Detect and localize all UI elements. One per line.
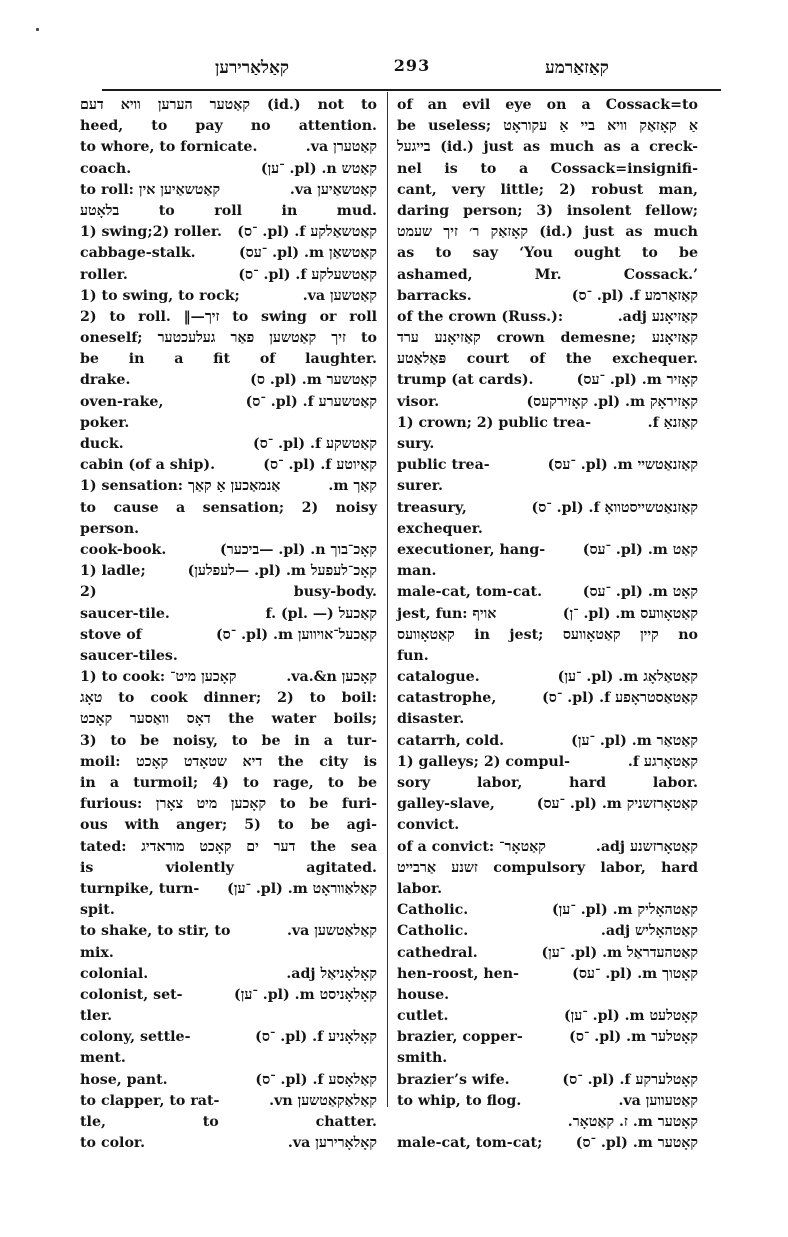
entry-text: in a turmoil; 4) to rage, to be	[80, 775, 377, 791]
entry-headword: קאַטערן va.	[305, 139, 377, 156]
entry-headword: קאָכ־בוך n. (pl. —ביכער)	[220, 541, 377, 558]
entry-definition: 1) ladle;	[80, 563, 146, 580]
dictionary-line	[80, 243, 377, 264]
entry-text: convict.	[397, 817, 460, 834]
dictionary-line	[397, 307, 698, 328]
entry-definition: Catholic.	[397, 902, 469, 919]
entry-headword: קאַיוטע f. (pl. ־ס)	[263, 457, 377, 474]
dictionary-line	[397, 688, 698, 709]
dictionary-line	[80, 265, 377, 286]
entry-text: ous with anger; 5) to be agi-	[80, 817, 377, 834]
entry-text: as to say ‘You ought to be	[397, 245, 698, 262]
right-guide-word: קאַזאַרמע	[545, 58, 609, 78]
entry-definition: roller.	[80, 266, 128, 283]
dictionary-line	[397, 731, 698, 752]
dictionary-line	[397, 180, 698, 201]
entry-text: ashamed, Mr. Cossack.’	[397, 266, 698, 283]
entry-definition: 1) galleys; 2) compul-	[397, 753, 571, 770]
dictionary-line	[80, 879, 377, 900]
dictionary-line	[397, 286, 698, 307]
entry-headword: קאָטלעט m. (pl. ־ען)	[563, 1008, 698, 1025]
dictionary-line	[80, 286, 377, 307]
entry-headword: קאָכען va.&n.	[286, 669, 377, 686]
dictionary-line	[397, 879, 698, 900]
dictionary-line	[80, 985, 377, 1006]
dictionary-line	[397, 413, 698, 434]
dictionary-line	[397, 604, 698, 625]
entry-definition: saucer-tile.	[80, 605, 170, 622]
entry-text: nel is to a Cossack=insignifi-	[397, 160, 698, 177]
entry-headword: קאַזנאַטשיי m. (pl. ־עס)	[547, 457, 698, 474]
dictionary-line	[80, 1027, 377, 1048]
print-speck	[36, 28, 39, 31]
dictionary-line	[80, 688, 377, 709]
entry-headword: קאָזיר m. (pl. ־עס)	[576, 372, 698, 389]
entry-text: 2) busy-body.	[80, 584, 377, 601]
entry-definition: male-cat, tom-cat.	[397, 584, 543, 601]
dictionary-line	[80, 1112, 377, 1133]
dictionary-line	[80, 519, 377, 540]
entry-headword: קאָטלער m. (pl. ־ס)	[569, 1029, 698, 1046]
entry-text: of an evil eye on a Cossack=to	[397, 97, 698, 113]
entry-definition: jest, fun: אויף	[397, 605, 497, 622]
entry-text: surer.	[397, 478, 443, 495]
dictionary-line	[80, 604, 377, 625]
entry-definition: cabin (of a ship).	[80, 457, 216, 474]
dictionary-line	[80, 413, 377, 434]
dictionary-line	[80, 900, 377, 921]
dictionary-line	[80, 858, 377, 879]
left-column	[80, 95, 377, 1154]
entry-text: saucer-tiles.	[80, 647, 178, 664]
entry-text: daring person; 3) insolent fellow;	[397, 202, 698, 219]
dictionary-line	[397, 964, 698, 985]
dictionary-line	[397, 921, 698, 942]
dictionary-line	[397, 1006, 698, 1027]
entry-headword: קאַטשער m. (pl. ס)	[250, 372, 377, 389]
entry-text: labor.	[397, 880, 443, 897]
dictionary-line	[397, 709, 698, 730]
entry-text: קאַזיאָנע ערד crown demesne; קאַזיאָנע	[397, 330, 698, 347]
entry-definition: turnpike, turn-	[80, 880, 200, 897]
entry-definition: to clapper, to rat-	[80, 1092, 220, 1109]
entry-definition: of the crown (Russ.):	[397, 308, 564, 325]
dictionary-line	[397, 243, 698, 264]
dictionary-line	[397, 265, 698, 286]
entry-definition: oven-rake,	[80, 393, 164, 410]
entry-text: בלאָטע to roll in mud.	[80, 202, 377, 219]
entry-text: cant, very little; 2) robust man,	[397, 181, 698, 198]
dictionary-line	[80, 921, 377, 942]
dictionary-line	[80, 95, 377, 116]
entry-text: exchequer.	[397, 520, 483, 537]
entry-headword: קאַטשאַן m. (pl. ־עס)	[238, 245, 377, 262]
dictionary-line	[397, 837, 698, 858]
dictionary-line	[397, 1091, 698, 1112]
entry-headword: קאָכ־לעפעל m. (pl. —לעפלען)	[187, 563, 377, 580]
dictionary-line	[397, 328, 698, 349]
entry-text: טאָג to cook dinner; 2) to boil:	[80, 690, 377, 707]
entry-definition: catarrh, cold.	[397, 732, 505, 749]
dictionary-line	[397, 815, 698, 836]
dictionary-line	[80, 752, 377, 773]
dictionary-line	[397, 116, 698, 137]
entry-headword: קאַטעווען va.	[618, 1092, 698, 1109]
dictionary-line	[80, 307, 377, 328]
entry-headword: קאָלאָניסט m. (pl. ־ען)	[234, 986, 377, 1003]
dictionary-line	[80, 1091, 377, 1112]
entry-definition: brazier’s wife.	[397, 1071, 510, 1088]
dictionary-line	[397, 625, 698, 646]
entry-headword: קאַטאַלאָג m. (pl. ־ען)	[557, 669, 698, 686]
entry-definition: cathedral.	[397, 944, 478, 961]
entry-definition: coach.	[80, 160, 132, 177]
dictionary-line	[397, 943, 698, 964]
left-guide-word: קאַלאַרירען	[215, 58, 289, 78]
dictionary-line	[80, 1006, 377, 1027]
dictionary-line	[397, 1048, 698, 1069]
entry-definition: hose, pant.	[80, 1071, 168, 1088]
dictionary-line	[80, 964, 377, 985]
entry-text: tler.	[80, 1008, 113, 1025]
dictionary-line	[397, 985, 698, 1006]
dictionary-line	[80, 731, 377, 752]
dictionary-line	[397, 159, 698, 180]
dictionary-line	[80, 180, 377, 201]
page-number: 293	[393, 56, 431, 75]
dictionary-line	[397, 667, 698, 688]
header-rule	[102, 89, 721, 91]
entry-headword: קאַטשעלקע f. (pl. ־ס)	[238, 266, 377, 283]
entry-text: זשנע אַרבייט compulsory labor, hard	[397, 859, 698, 876]
entry-headword: קאַטאַסטראָפע f. (pl. ־ס)	[542, 690, 698, 707]
entry-headword: קאָטוך m. (pl. ־עס)	[572, 965, 698, 982]
dictionary-line	[397, 222, 698, 243]
entry-headword: קאַט m. (pl. ־עס)	[582, 541, 698, 558]
entry-text: furious: קאָכען מיט צאָרן to be furi-	[80, 796, 377, 813]
entry-definition: cutlet.	[397, 1008, 449, 1025]
entry-definition: 1) to cook: קאָכען מיט־	[80, 669, 237, 686]
entry-text: poker.	[80, 414, 130, 431]
entry-headword: קאַטשערע f. (pl. ־ס)	[245, 393, 377, 410]
entry-definition: Catholic.	[397, 923, 469, 940]
entry-text: קאַטער הערען וויא דעם (id.) not to	[80, 97, 377, 113]
entry-text: sury.	[397, 436, 435, 452]
dictionary-line	[80, 1070, 377, 1091]
entry-text: קאַטאָוועס in jest; קיין קאַטאָוועס no	[397, 626, 698, 643]
entry-text: spit.	[80, 902, 115, 919]
dictionary-line	[80, 476, 377, 497]
dictionary-line	[80, 498, 377, 519]
dictionary-line	[80, 222, 377, 243]
dictionary-line	[397, 646, 698, 667]
dictionary-line	[80, 646, 377, 667]
dictionary-line	[80, 116, 377, 137]
entry-definition: trump (at cards).	[397, 372, 534, 389]
dictionary-line	[397, 201, 698, 222]
entry-definition: duck.	[80, 436, 124, 452]
entry-headword: קאַלאַקאַטשען vn.	[269, 1092, 377, 1109]
entry-text: person.	[80, 520, 140, 537]
dictionary-line	[80, 159, 377, 180]
entry-definition: colonial.	[80, 965, 149, 982]
entry-definition: stove of	[80, 626, 142, 643]
column-divider	[387, 92, 388, 1107]
entry-definition: catastrophe,	[397, 690, 497, 707]
entry-text: disaster.	[397, 711, 465, 728]
dictionary-line	[80, 434, 377, 455]
dictionary-line	[397, 1027, 698, 1048]
dictionary-line	[397, 773, 698, 794]
dictionary-line	[80, 1133, 377, 1154]
entry-text: to cause a sensation; 2) noisy	[80, 499, 377, 516]
entry-headword: קאַזנאַ f.	[647, 414, 698, 431]
dictionary-line	[397, 392, 698, 413]
entry-text: is violently agitated.	[80, 859, 377, 876]
entry-definition: drake.	[80, 372, 131, 389]
entry-definition: male-cat, tom-cat;	[397, 1135, 543, 1152]
dictionary-line	[80, 815, 377, 836]
dictionary-line	[80, 328, 377, 349]
entry-text: tle, to chatter.	[80, 1114, 377, 1130]
entry-text: be in a fit of laughter.	[80, 351, 377, 368]
entry-headword: קאַטשאַיען va.	[289, 181, 377, 198]
entry-headword: קאַכעל־אויווען m. (pl. ־ס)	[215, 626, 377, 643]
entry-headword: קאָטלערקע f. (pl. ־ס)	[562, 1071, 698, 1088]
entry-headword: קאַטהאָליש adj.	[600, 923, 698, 940]
entry-definition: executioner, hang-	[397, 541, 546, 558]
dictionary-line	[397, 519, 698, 540]
dictionary-line	[397, 1070, 698, 1091]
entry-headword: קאָזיראָק m. (pl. קאָזירקעס)	[526, 393, 698, 410]
entry-headword: קאַטאָרזשנע adj.	[595, 838, 698, 855]
entry-text: oneself; זיך קאַטשען פאַר געלעכטער to	[80, 330, 377, 347]
dictionary-line	[397, 752, 698, 773]
entry-headword: קאַטאָרזשניק m. (pl. ־עס)	[536, 796, 698, 813]
entry-definition: galley-slave,	[397, 796, 495, 813]
dictionary-line	[397, 498, 698, 519]
entry-headword: קאַטאָוועס m. (pl. ־ן)	[562, 605, 698, 622]
entry-definition: to whip, to flog.	[397, 1092, 522, 1109]
entry-text: heed, to pay no attention.	[80, 118, 377, 135]
dictionary-line	[80, 582, 377, 603]
entry-definition: visor.	[397, 393, 440, 410]
dictionary-line	[397, 794, 698, 815]
entry-headword: קאַטשאַלקע f. (pl. ־ס)	[237, 224, 377, 241]
entry-headword: קאַטהעדראַל m. (pl. ־ען)	[541, 944, 698, 961]
dictionary-line	[80, 561, 377, 582]
dictionary-line	[397, 95, 698, 116]
dictionary-line	[397, 1112, 698, 1133]
entry-text: דאָס וואַסער קאָכט the water boils;	[80, 711, 378, 728]
entry-text: בייגעל (id.) just as much as a creck-	[397, 139, 698, 156]
entry-definition: to whore, to fornicate.	[80, 139, 258, 156]
entry-text: smith.	[397, 1050, 448, 1067]
entry-headword: קאַטש n. (pl. ־ען)	[260, 160, 377, 177]
entry-headword: קאַזיאָנע adj.	[617, 308, 698, 325]
dictionary-line	[397, 370, 698, 391]
page-header	[102, 58, 723, 86]
entry-headword: קאַלאָסע f. (pl. ־ס)	[255, 1071, 377, 1088]
dictionary-line	[397, 476, 698, 497]
dictionary-line	[80, 370, 377, 391]
dictionary-line	[80, 667, 377, 688]
entry-definition: 1) crown; 2) public trea-	[397, 414, 591, 431]
entry-definition: 1) to swing, to rock;	[80, 287, 240, 304]
entry-text: קאָזאַק ר׳ זיך שעמט (id.) just as much	[397, 224, 698, 241]
entry-definition: 1) swing;2) roller.	[80, 224, 222, 241]
entry-cross-reference: קאָטער m. ז. קאַטאָר.	[567, 1114, 698, 1130]
dictionary-line	[397, 349, 698, 370]
dictionary-line	[80, 201, 377, 222]
entry-text: ment.	[80, 1050, 126, 1067]
entry-definition: brazier, copper-	[397, 1029, 523, 1046]
dictionary-line	[397, 561, 698, 582]
dictionary-line	[80, 773, 377, 794]
dictionary-line	[80, 392, 377, 413]
entry-headword: קאַטהאָליק m. (pl. ־ען)	[551, 902, 698, 919]
entry-headword: קאָטער m. (pl. ־ס)	[575, 1135, 698, 1152]
entry-text: be useless; אַ קאָזאַק וויא ביי אַ עקוראָט	[397, 118, 698, 135]
dictionary-line	[80, 943, 377, 964]
entry-text: mix.	[80, 944, 114, 961]
dictionary-line	[397, 455, 698, 476]
dictionary-line	[397, 582, 698, 603]
entry-headword: קאַטאַר m. (pl. ־ען)	[571, 732, 698, 749]
entry-definition: colony, settle-	[80, 1029, 191, 1046]
entry-text: house.	[397, 986, 450, 1003]
entry-definition: colonist, set-	[80, 986, 183, 1003]
entry-definition: catalogue.	[397, 669, 480, 686]
entry-definition: of a convict: קאַטאָר־	[397, 838, 546, 855]
dictionary-line	[397, 540, 698, 561]
entry-headword: קאַטאָרגע f.	[627, 753, 698, 770]
entry-definition: treasury,	[397, 499, 467, 516]
entry-headword: קאַלאַטשען va.	[286, 923, 377, 940]
dictionary-line	[80, 137, 377, 158]
entry-definition: to color.	[80, 1135, 146, 1152]
dictionary-line	[397, 858, 698, 879]
dictionary-line	[80, 709, 377, 730]
dictionary-line	[397, 434, 698, 455]
entry-definition: barracks.	[397, 287, 472, 304]
entry-definition: 1) sensation: אַנמאַכען אַ קאַך	[80, 478, 281, 495]
dictionary-line	[80, 794, 377, 815]
dictionary-line	[397, 137, 698, 158]
entry-definition: to shake, to stir, to	[80, 923, 231, 940]
dictionary-line	[397, 900, 698, 921]
entry-text: fun.	[397, 647, 429, 664]
entry-headword: קאָלאָניע f. (pl. ־ס)	[255, 1029, 377, 1046]
dictionary-line	[80, 455, 377, 476]
entry-headword: קאַטשען va.	[302, 287, 377, 304]
dictionary-line	[397, 1133, 698, 1154]
dictionary-line	[80, 1048, 377, 1069]
entry-headword: קאַכעל f. (pl. —)	[265, 605, 377, 622]
entry-definition: cook-book.	[80, 541, 167, 558]
entry-text: tated: דער ים קאָכט מוראדיג the sea	[80, 838, 377, 855]
dictionary-line	[80, 540, 377, 561]
entry-text: sory labor, hard labor.	[397, 775, 698, 791]
entry-definition: hen-roost, hen-	[397, 965, 519, 982]
entry-text: moil: דיא שטאָדט קאָכט the city is	[80, 753, 377, 770]
entry-headword: קאַזנאַטשייסטוואָ f. (pl. ־ס)	[531, 499, 698, 516]
entry-text: 3) to be noisy, to be in a tur-	[80, 732, 377, 749]
entry-text: 2) to roll. ‖—זיך to swing or roll	[80, 308, 377, 325]
entry-text: פּאַלאַטע court of the exchequer.	[397, 351, 698, 368]
dictionary-line	[80, 625, 377, 646]
entry-definition: to roll: קאַטשאַיען אין	[80, 181, 221, 198]
dictionary-line	[80, 349, 377, 370]
entry-headword: קאַלאַווראָט m. (pl. ־ען)	[227, 880, 377, 897]
entry-headword: קאָט m. (pl. ־עס)	[582, 584, 698, 601]
entry-definition: cabbage-stalk.	[80, 245, 196, 262]
entry-headword: קאַטשקע f. (pl. ־ס)	[253, 436, 377, 452]
entry-text: man.	[397, 563, 437, 580]
right-column	[397, 95, 698, 1154]
entry-headword: קאָלאָרירען va.	[287, 1135, 377, 1152]
dictionary-line	[80, 837, 377, 858]
entry-headword: קאַזאַרמע f. (pl. ־ס)	[571, 287, 698, 304]
entry-headword: קאָלאָניאַל adj.	[286, 965, 377, 982]
entry-definition: public trea-	[397, 457, 490, 474]
entry-headword: קאַך m.	[328, 478, 377, 495]
